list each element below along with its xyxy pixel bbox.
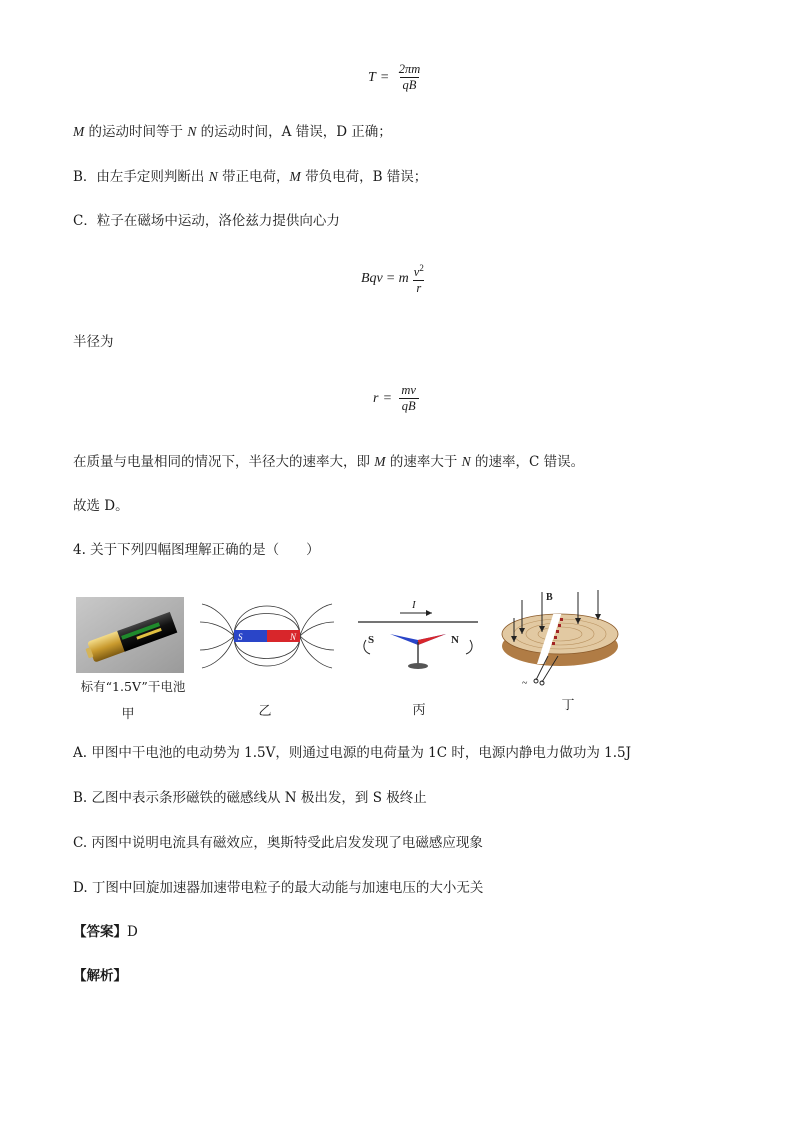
current-label: I (412, 599, 416, 611)
analysis-heading (73, 967, 127, 985)
math-M: M (73, 124, 85, 139)
magnetic-field-b-label: B (546, 592, 553, 603)
ac-source-label: ~ (522, 678, 528, 688)
battery-photo (76, 597, 184, 673)
question-4-stem: 4. 关于下列四幅图理解正确的是（ ） (73, 542, 320, 558)
magnet-field-diagram (198, 596, 336, 680)
eq-operator: = (380, 69, 389, 85)
text-segment: 带正电荷， (217, 169, 290, 185)
figure-bing-label: 丙 (412, 703, 426, 718)
oersted-diagram (356, 596, 480, 680)
eq-numerator: mv (401, 383, 416, 397)
magnet-n-label: N (290, 632, 297, 642)
eq-mass: m (398, 270, 409, 286)
eq-denominator: qB (400, 77, 420, 93)
math-M: M (374, 454, 386, 469)
paragraph-option-b-analysis (73, 168, 427, 186)
math-N: N (187, 124, 197, 139)
eq-fraction (396, 62, 424, 93)
eq-fraction (411, 261, 427, 296)
analysis-label: 【解析】 (73, 968, 127, 984)
eq-denominator: r (413, 280, 424, 296)
paragraph-choice: 故选 D。 (73, 498, 129, 514)
answer-value: D (127, 924, 138, 940)
option-a: A. 甲图中干电池的电动势为 1.5V，则通过电源的电荷量为 1C 时，电源内静电力做功为 1.5J (73, 745, 632, 761)
figure-yi-bar-magnet (198, 596, 336, 680)
figure-yi-label: 乙 (258, 704, 272, 719)
eq-lhs: r (373, 390, 379, 406)
lorentz-force-equation (361, 261, 429, 296)
math-M: M (289, 169, 301, 184)
answer-label: 【答案】 (73, 924, 127, 940)
eq-lhs: Bqv (361, 270, 383, 286)
text-segment: B．由左手定则判断出 (73, 169, 209, 185)
text-segment: 带负电荷，B 错误； (300, 169, 428, 185)
figure-jia-battery (76, 597, 184, 673)
paragraph-option-c-analysis: C．粒子在磁场中运动，洛伦兹力提供向心力 (73, 213, 340, 229)
eq-numerator: 2πm (398, 62, 421, 76)
option-d: D. 丁图中回旋加速器加速带电粒子的最大动能与加速电压的大小无关 (73, 880, 484, 896)
figure-bing-oersted (356, 596, 480, 680)
text-segment: 的运动时间等于 (84, 124, 188, 140)
period-equation (368, 62, 425, 93)
text-segment: 的运动时间，A 错误，D 正确； (196, 124, 392, 140)
text-segment: 的速率大于 (385, 454, 462, 470)
eq-lhs: T (368, 69, 376, 85)
eq-operator: = (386, 270, 395, 286)
paragraph-time-comparison (73, 123, 392, 141)
eq-numerator (411, 261, 427, 280)
figure-ding-label: 丁 (561, 698, 575, 713)
text-segment: 在质量与电量相同的情况下，半径大的速率大，即 (73, 454, 375, 470)
figure-jia-label: 甲 (121, 707, 135, 722)
eq-denominator: qB (399, 398, 419, 414)
radius-equation (373, 383, 421, 414)
paragraph-radius-intro: 半径为 (73, 334, 114, 350)
paragraph-speed-conclusion (73, 453, 584, 471)
text-segment: 的速率，C 错误。 (470, 454, 585, 470)
cyclotron-diagram (498, 584, 624, 688)
eq-operator: = (383, 390, 392, 406)
eq-velocity: v (413, 265, 420, 280)
option-c: C. 丙图中说明电流具有磁效应，奥斯特受此启发发现了电磁感应现象 (73, 835, 483, 851)
magnet-s-label: S (238, 632, 243, 642)
option-b: B. 乙图中表示条形磁铁的磁感线从 N 极出发，到 S 极终止 (73, 790, 427, 806)
eq-fraction (398, 383, 419, 414)
math-N: N (461, 454, 471, 469)
figure-ding-cyclotron (498, 584, 624, 688)
compass-s-label: S (368, 634, 375, 646)
eq-exponent: 2 (419, 263, 424, 273)
compass-n-label: N (451, 634, 459, 646)
answer-line (73, 923, 138, 941)
math-N: N (208, 169, 218, 184)
figure-jia-caption: 标有“1.5V”干电池 (80, 679, 186, 694)
